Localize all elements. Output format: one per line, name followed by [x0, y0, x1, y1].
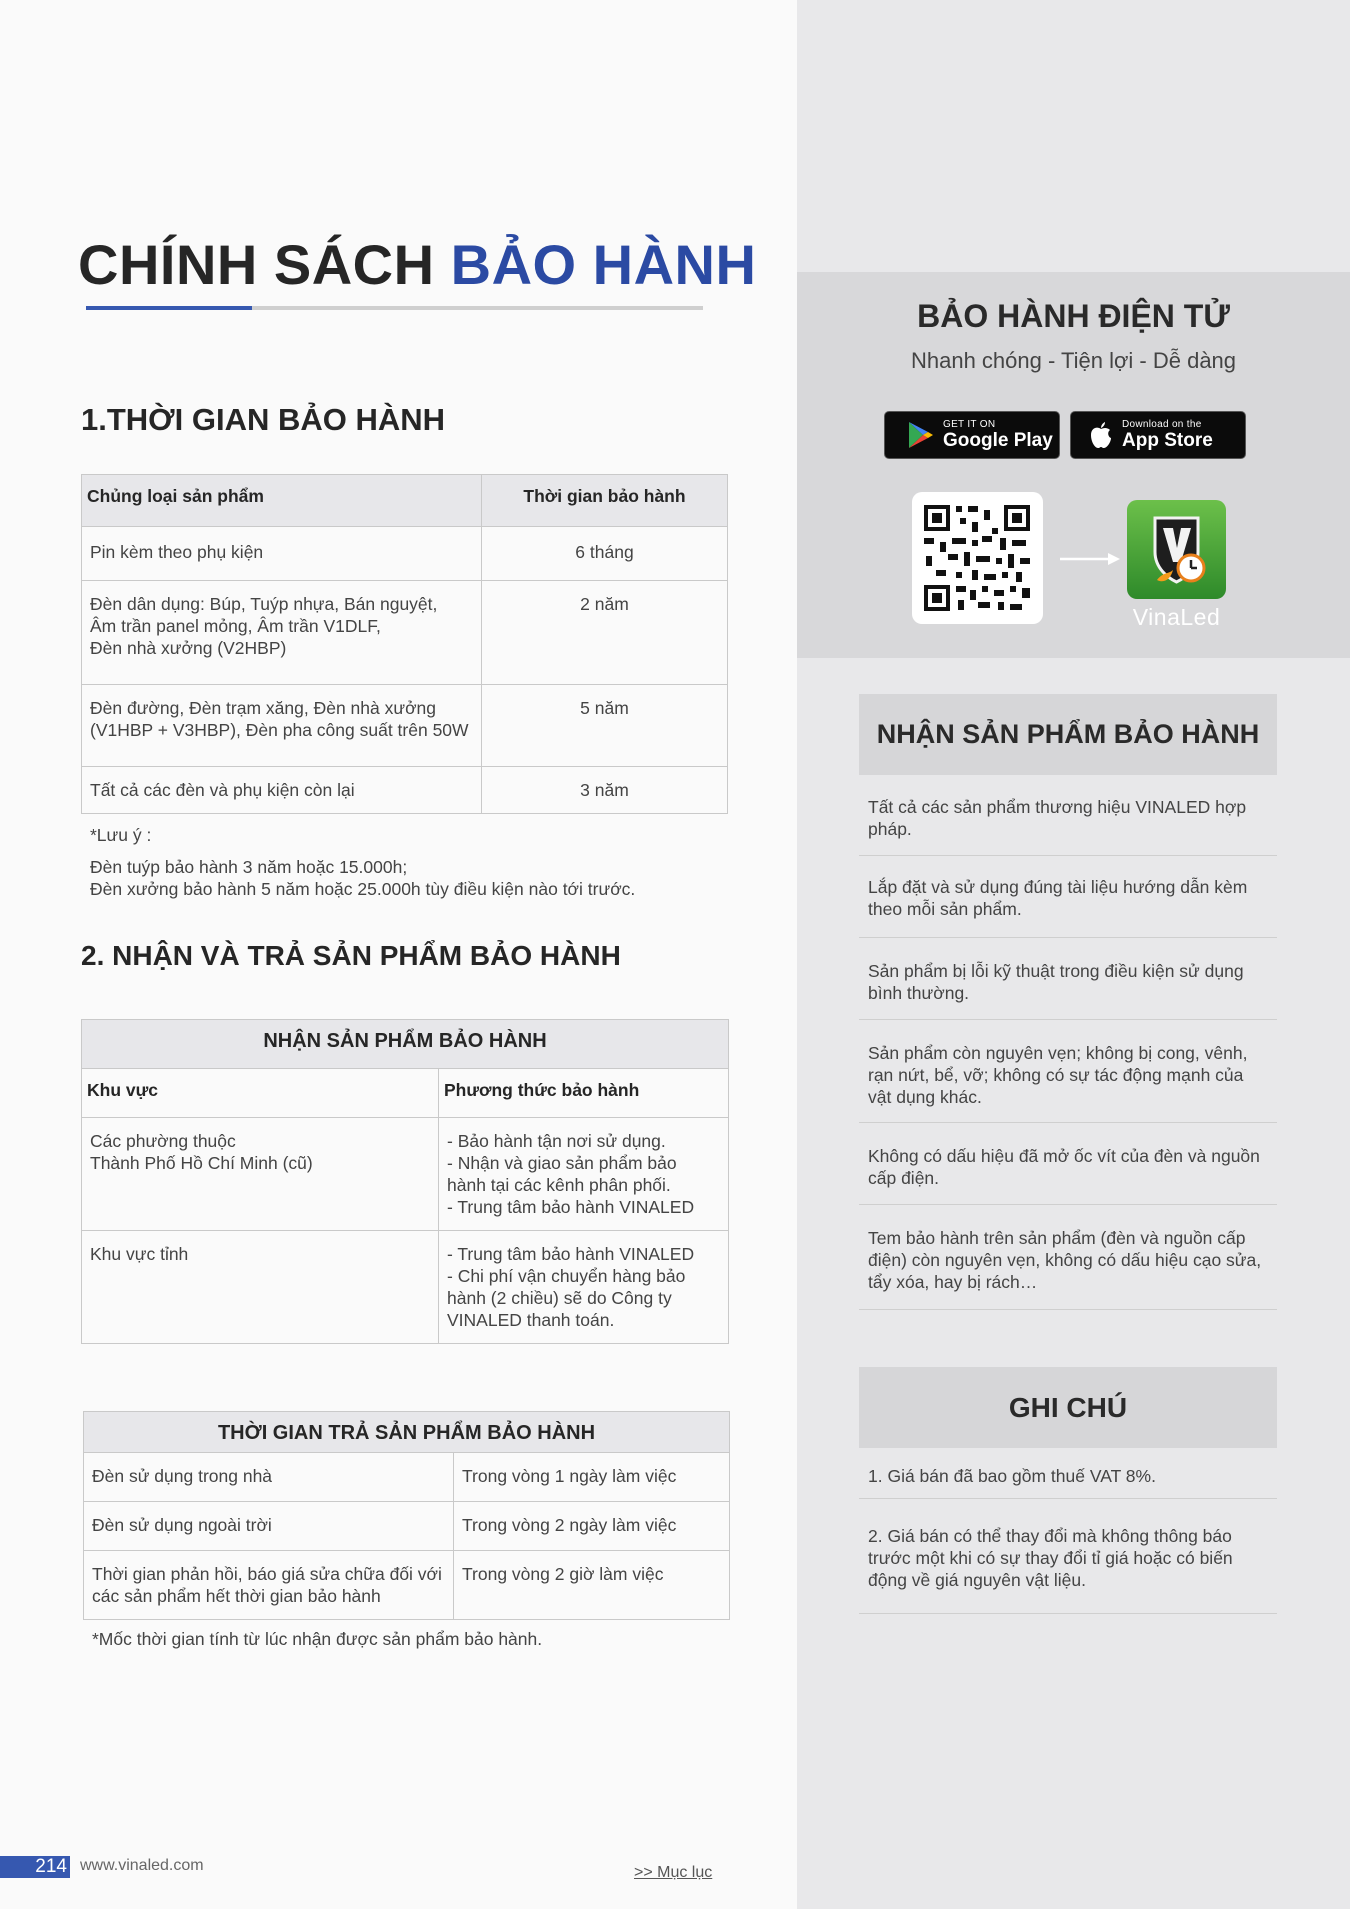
note-text: Đèn tuýp bảo hành 3 năm hoặc 15.000h; Đèn xưởng bảo hành 5 năm hoặc 25.000h tùy điều kiện nào tới trước.: [90, 857, 636, 899]
table-row: [84, 1502, 730, 1551]
note-label: *Lưu ý :: [90, 825, 152, 845]
table-row: [82, 685, 728, 767]
page-title: [78, 232, 756, 297]
list-item: Không có dấu hiệu đã mở ốc vít của đèn và nguồn cấp điện.: [859, 1123, 1277, 1205]
area-cell: Các phường thuộc Thành Phố Hồ Chí Minh (cũ): [82, 1118, 439, 1231]
table-row: [82, 527, 728, 581]
page-title-part1: CHÍNH SÁCH: [78, 233, 451, 296]
area-cell: Khu vực tỉnh: [82, 1231, 439, 1344]
receive-warranty-table: [81, 1019, 729, 1344]
receive-table-title: NHẬN SẢN PHẨM BẢO HÀNH: [82, 1020, 729, 1069]
apple-icon: [1089, 421, 1113, 449]
return-table-title: THỜI GIAN TRẢ SẢN PHẨM BẢO HÀNH: [84, 1412, 730, 1453]
table-title-row: [84, 1412, 730, 1453]
table-row: [84, 1551, 730, 1620]
google-play-small: GET IT ON: [943, 419, 996, 430]
product-type-cell: Pin kèm theo phụ kiện: [82, 527, 482, 581]
return-footnote: *Mốc thời gian tính từ lúc nhận được sản phẩm bảo hành.: [92, 1629, 543, 1649]
e-warranty-title: BẢO HÀNH ĐIỆN TỬ: [917, 298, 1230, 334]
return-time-cell: Trong vòng 2 giờ làm việc: [454, 1551, 730, 1620]
table-header-row: [82, 1069, 729, 1118]
list-item: 1. Giá bán đã bao gồm thuế VAT 8%.: [859, 1465, 1277, 1499]
list-item: Tem bảo hành trên sản phẩm (đèn và nguồn cấp điện) còn nguyên vẹn, không có dấu hiệu cạo sửa, tẩy xóa, hay bị rách…: [859, 1205, 1277, 1310]
section1-heading: 1.THỜI GIAN BẢO HÀNH: [81, 402, 446, 437]
website-text: www.vinaled.com: [80, 1857, 204, 1874]
app-store-small: Download on the: [1122, 419, 1202, 430]
table-row: [84, 1453, 730, 1502]
qr-code: [912, 492, 1043, 624]
warranty-period-cell: 5 năm: [482, 685, 728, 767]
list-item: 2. Giá bán có thể thay đổi mà không thông báo trước một khi có sự thay đổi tỉ giá hoặc có biến động về giá nguyên vật liệu.: [859, 1499, 1277, 1614]
table-row: [82, 581, 728, 685]
app-name: VinaLed: [1132, 604, 1221, 630]
warranty-period-cell: 2 năm: [482, 581, 728, 685]
table-row: [82, 767, 728, 814]
list-item: Sản phẩm bị lỗi kỹ thuật trong điều kiện sử dụng bình thường.: [859, 938, 1277, 1020]
e-warranty-subtitle: Nhanh chóng - Tiện lợi - Dễ dàng: [910, 348, 1237, 373]
app-store-button[interactable]: [1070, 411, 1246, 459]
warranty-period-cell: 6 tháng: [482, 527, 728, 581]
return-time-cell: Trong vòng 1 ngày làm việc: [454, 1453, 730, 1502]
app-store-big: App Store: [1122, 430, 1213, 451]
table-row: [82, 1118, 729, 1231]
notes-heading: GHI CHÚ: [859, 1367, 1277, 1448]
warranty-period-table: [81, 474, 728, 814]
method-cell: - Bảo hành tận nơi sử dụng. - Nhận và giao sản phẩm bảo hành tại các kênh phân phối. - Trung tâm bảo hành VINALED: [439, 1118, 729, 1231]
page-title-part2: BẢO HÀNH: [450, 233, 757, 296]
product-usage-cell: Thời gian phản hồi, báo giá sửa chữa đối với các sản phẩm hết thời gian bảo hành: [84, 1551, 454, 1620]
return-time-cell: Trong vòng 2 ngày làm việc: [454, 1502, 730, 1551]
product-type-cell: Tất cả các đèn và phụ kiện còn lại: [82, 767, 482, 814]
section2-heading: 2. NHẬN VÀ TRẢ SẢN PHẨM BẢO HÀNH: [81, 940, 621, 971]
google-play-icon: [907, 420, 935, 450]
col-header-product-type: Chủng loại sản phẩm: [82, 475, 482, 527]
return-time-table: [83, 1411, 730, 1620]
page-number: 214: [0, 1856, 70, 1878]
table-header-row: [82, 475, 728, 527]
method-cell: - Trung tâm bảo hành VINALED - Chi phí vận chuyển hàng bảo hành (2 chiều) sẽ do Công ty VINALED thanh toán.: [439, 1231, 729, 1344]
google-play-big: Google Play: [943, 430, 1053, 451]
table-row: [82, 1231, 729, 1344]
table-of-contents-link[interactable]: >> Mục lục: [634, 1864, 713, 1881]
list-item: Lắp đặt và sử dụng đúng tài liệu hướng dẫn kèm theo mỗi sản phẩm.: [859, 856, 1277, 938]
vinaled-app-icon[interactable]: [1127, 500, 1226, 599]
table-title-row: [82, 1020, 729, 1069]
list-item: Sản phẩm còn nguyên vẹn; không bị cong, vênh, rạn nứt, bể, vỡ; không có sự tác động mạnh của vật dụng khác.: [859, 1020, 1277, 1123]
google-play-button[interactable]: [884, 411, 1060, 459]
product-usage-cell: Đèn sử dụng ngoài trời: [84, 1502, 454, 1551]
title-underline: [86, 306, 703, 310]
product-type-cell: Đèn đường, Đèn trạm xăng, Đèn nhà xưởng (V1HBP + V3HBP), Đèn pha công suất trên 50W: [82, 685, 482, 767]
product-usage-cell: Đèn sử dụng trong nhà: [84, 1453, 454, 1502]
list-item: Tất cả các sản phẩm thương hiệu VINALED hợp pháp.: [859, 796, 1277, 856]
receive-conditions-heading: NHẬN SẢN PHẨM BẢO HÀNH: [859, 694, 1277, 775]
notes-list: [859, 1465, 1277, 1614]
product-type-cell: Đèn dân dụng: Búp, Tuýp nhựa, Bán nguyệt, Âm trần panel mỏng, Âm trần V1DLF, Đèn nhà xưởng (V2HBP): [82, 581, 482, 685]
col-header-area: Khu vực: [82, 1069, 439, 1118]
warranty-period-cell: 3 năm: [482, 767, 728, 814]
arrow-right-icon: [1060, 551, 1122, 567]
col-header-warranty-period: Thời gian bảo hành: [482, 475, 728, 527]
receive-conditions-list: [859, 796, 1277, 1310]
col-header-method: Phương thức bảo hành: [439, 1069, 729, 1118]
